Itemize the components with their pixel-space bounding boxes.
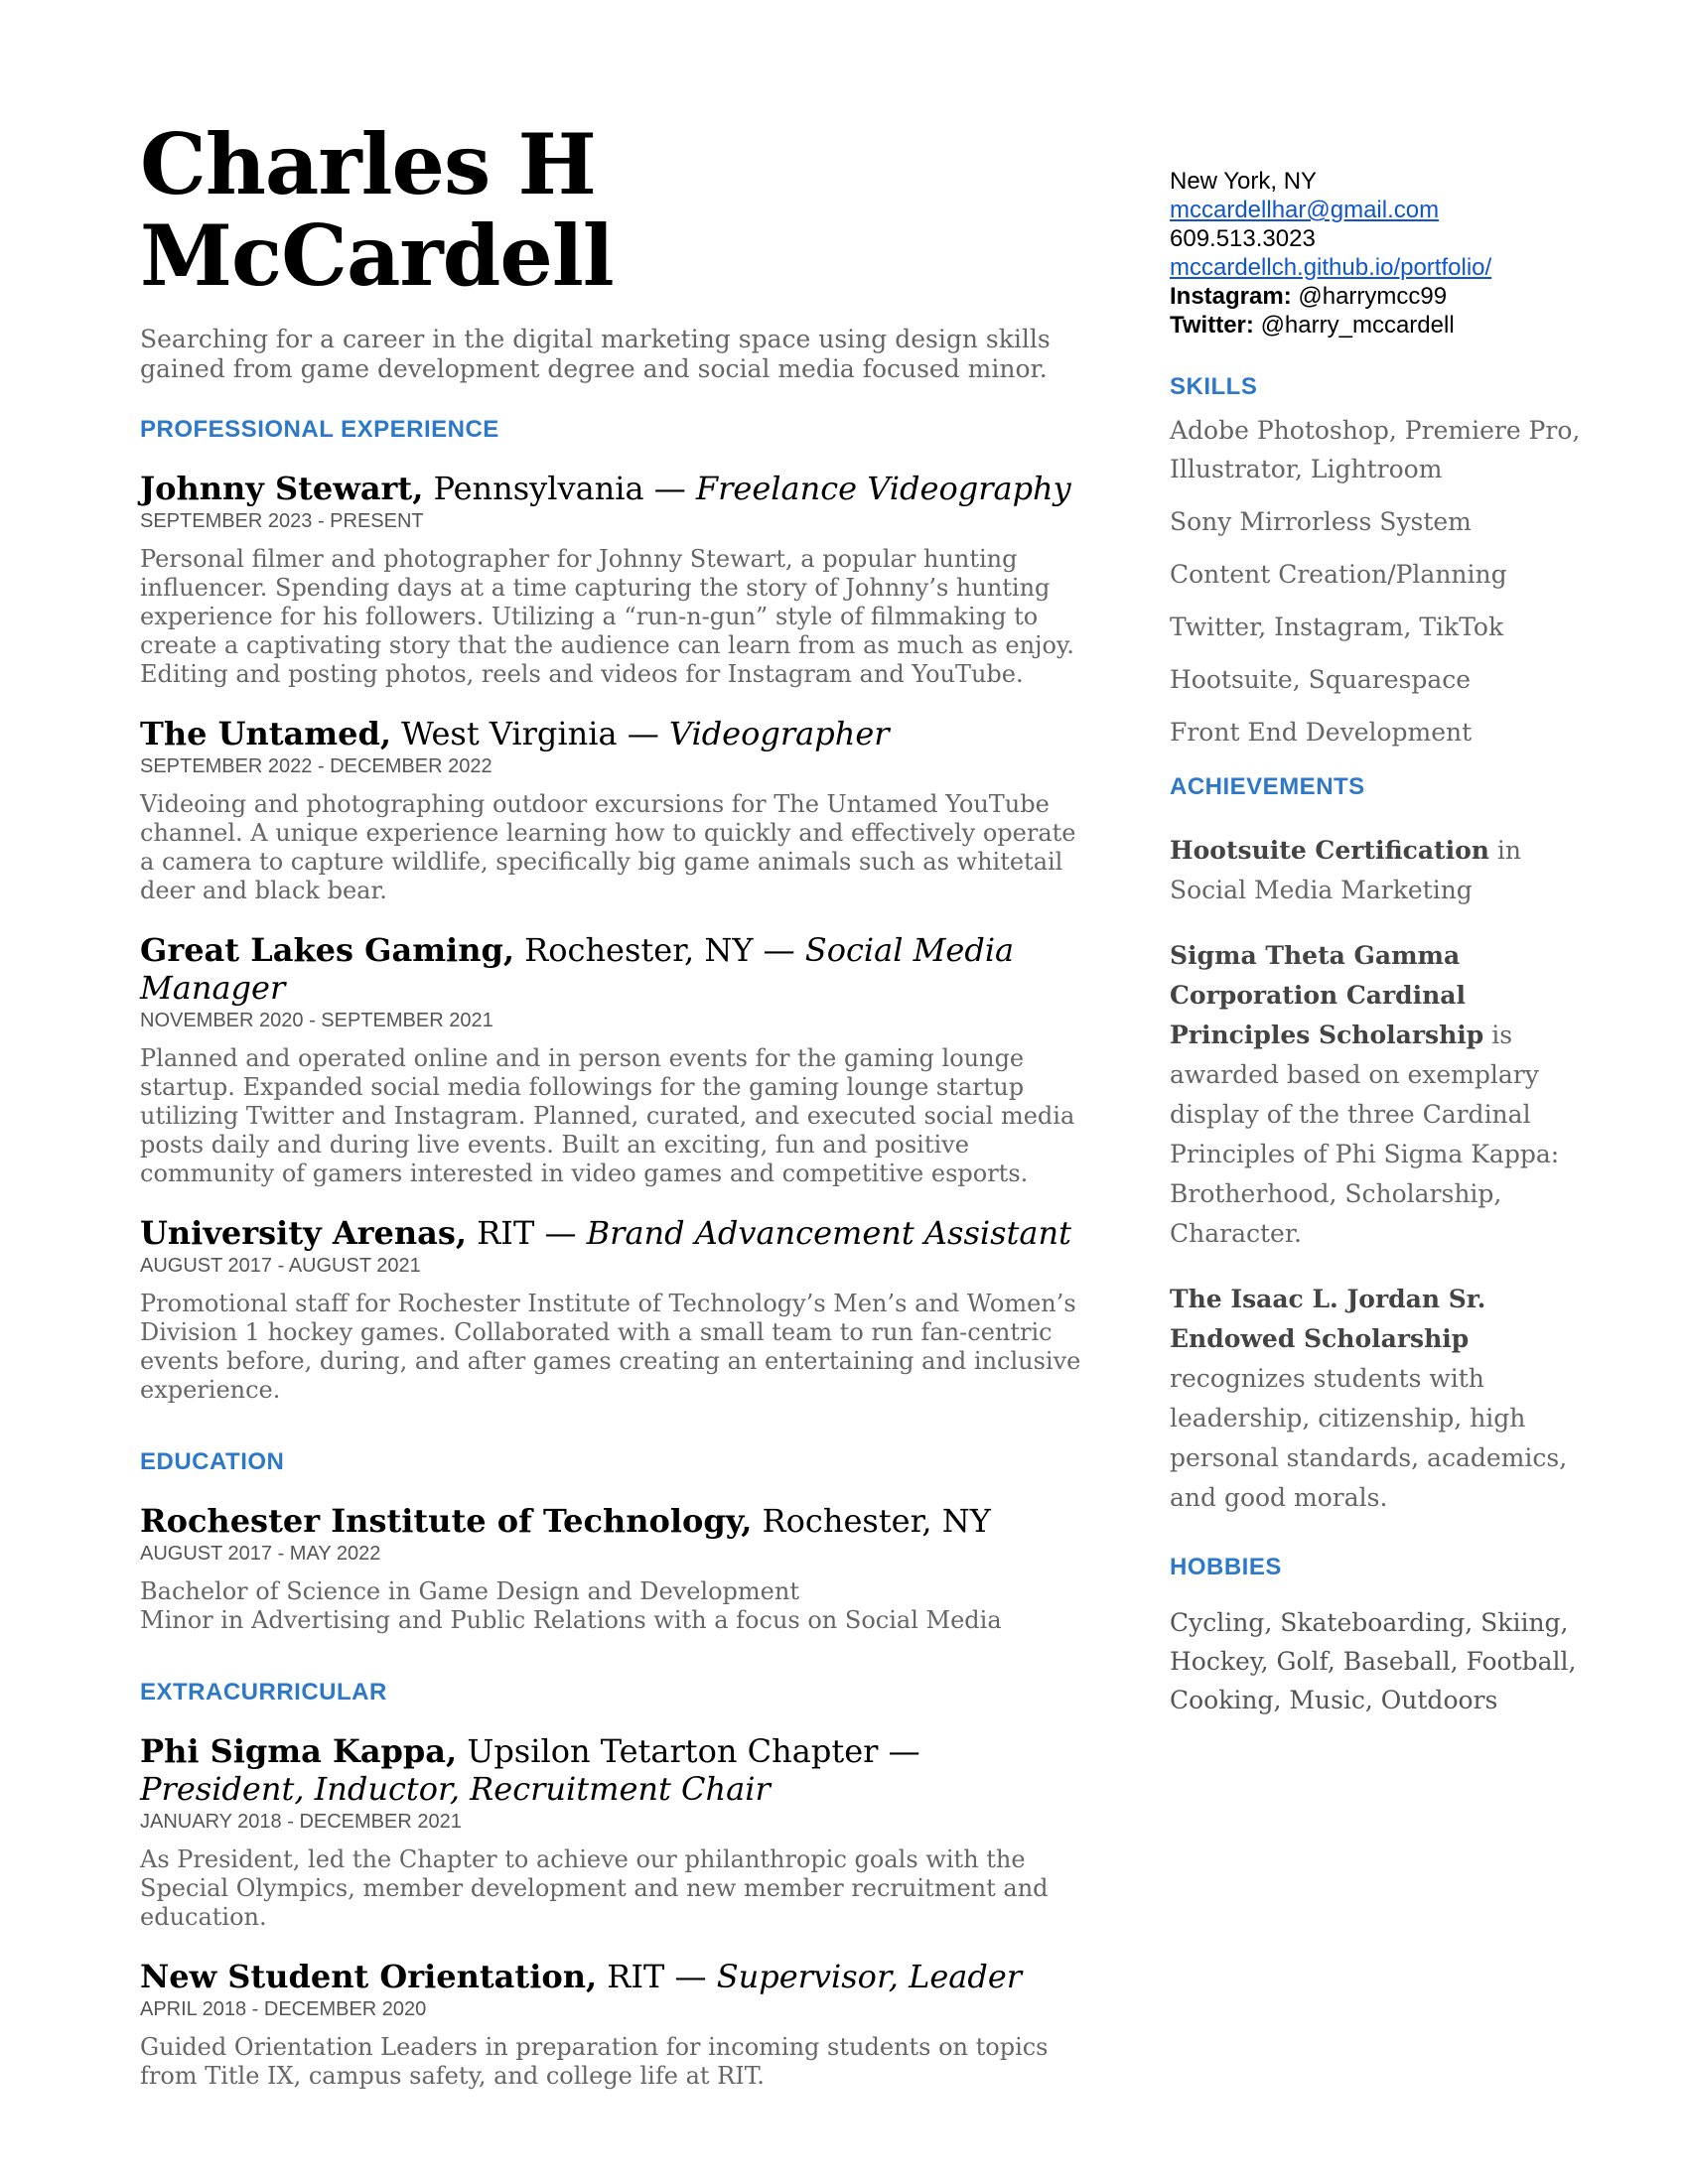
job-place: Pennsylvania — [423,469,696,507]
job-entry [140,931,1093,1188]
main-column [140,115,1093,2091]
extracurricular-org: Phi Sigma Kappa, [140,1731,458,1770]
job-role: Freelance Videography [695,469,1071,507]
job-date: SEPTEMBER 2022 - DECEMBER 2022 [140,754,492,777]
hobbies-text: Cycling, Skateboarding, Skiing, Hockey, Golf, Baseball, Football, Cooking, Music, Outdoors [1170,1608,1577,1714]
section-heading-education: EDUCATION [140,1447,285,1475]
twitter-label: Twitter: [1170,312,1254,339]
extracurricular-place: RIT — [597,1957,717,1995]
extracurricular-date: JANUARY 2018 - DECEMBER 2021 [140,1810,462,1833]
extracurricular-place: Upsilon Tetarton Chapter — [457,1731,920,1770]
achievement-item [1170,1280,1587,1518]
job-description: Planned and operated online and in person events for the gaming lounge startup. Expanded social media followings for the gaming lounge startup utilizing Twitter and Instagram. Planned, curated, and executed social media posts daily and during live events. Built an exciting, fun and positive community of gamers interested in video games and competitive esports. [140,1043,1075,1187]
twitter-handle: @harry_mccardell [1260,312,1455,339]
education-date: AUGUST 2017 - MAY 2022 [140,1542,381,1565]
section-heading-skills: SKILLS [1170,373,1258,400]
job-title [140,1214,1093,1252]
job-place: Rochester, NY — [513,930,805,969]
job-place: West Virginia — [391,714,669,752]
skills-list [1170,411,1587,751]
skill-item: Sony Mirrorless System [1170,507,1472,536]
minor-line: Minor in Advertising and Public Relations with a focus on Social Media [140,1605,1002,1634]
instagram-line [1170,282,1587,311]
candidate-name: Charles H McCardell [140,115,614,306]
extracurricular-entry [140,1732,1093,1932]
extracurricular-entry [140,1958,1093,2091]
achievement-text: in Social Media Marketing [1170,836,1521,904]
extracurricular-role: President, Inductor, Recruitment Chair [140,1769,771,1808]
twitter-line [1170,311,1587,340]
section-heading-extracurricular: EXTRACURRICULAR [140,1678,387,1706]
degree-line: Bachelor of Science in Game Design and Development [140,1576,799,1605]
section-heading-experience: PROFESSIONAL EXPERIENCE [140,415,499,443]
location: New York, NY [1170,168,1318,195]
job-title [140,470,1093,507]
job-role: Videographer [668,714,890,752]
job-description: Videoing and photographing outdoor excursions for The Untamed YouTube channel. A unique experience learning how to quickly and effectively operate a camera to capture wildlife, specifically big game animals such as whitetail deer and black bear. [140,789,1076,904]
job-date: NOVEMBER 2020 - SEPTEMBER 2021 [140,1009,493,1031]
section-heading-achievements: ACHIEVEMENTS [1170,773,1365,800]
skill-item: Content Creation/Planning [1170,560,1507,589]
job-org: University Arenas, [140,1213,468,1252]
skill-item: Front End Development [1170,718,1473,747]
job-entry [140,715,1093,905]
phone: 609.513.3023 [1170,225,1316,252]
job-date: AUGUST 2017 - AUGUST 2021 [140,1254,421,1277]
job-description: Promotional staff for Rochester Institute of Technology’s Men’s and Women’s Division 1 hockey games. Collaborated with a small team to run fan-centric events before, during, and after games creating an entertaining and inclusive experience. [140,1289,1081,1404]
job-org: The Untamed, [140,714,391,752]
achievement-title: Sigma Theta Gamma Corporation Cardinal Principles Scholarship [1170,941,1484,1049]
education-entry [140,1502,1093,1635]
achievement-title: The Isaac L. Jordan Sr. Endowed Scholarship [1170,1285,1486,1353]
skill-item: Adobe Photoshop, Premiere Pro, Illustrator, Lightroom [1170,416,1581,483]
job-org: Great Lakes Gaming, [140,930,514,969]
extracurricular-date: APRIL 2018 - DECEMBER 2020 [140,1997,427,2020]
extracurricular-org: New Student Orientation, [140,1957,598,1995]
skill-item: Twitter, Instagram, TikTok [1170,613,1504,641]
sidebar-column [1170,167,1587,1719]
extracurricular-title [140,1958,1093,1995]
job-entry [140,470,1093,689]
extracurricular-role: Supervisor, Leader [716,1957,1023,1995]
education-org: Rochester Institute of Technology, [140,1501,753,1540]
instagram-label: Instagram: [1170,283,1292,310]
job-role: Brand Advancement Assistant [586,1213,1071,1252]
achievement-title: Hootsuite Certification [1170,836,1489,865]
education-title [140,1502,1093,1540]
education-description [140,1577,1093,1635]
job-description: Personal filmer and photographer for Johnny Stewart, a popular hunting influencer. Spending days at a time capturing the story of Johnny’s hunting experience for his followers. Utilizing a “run-n-gun” style of filmmaking to create a captivating story that the audience can learn from as much as enjoy. Editing and posting photos, reels and videos for Instagram and YouTube. [140,544,1074,688]
achievement-item [1170,831,1587,910]
job-entry [140,1214,1093,1405]
achievements-list [1170,831,1587,1518]
achievement-text: is awarded based on exemplary display of the three Cardinal Principles of Phi Sigma Kappa: Brotherhood, Scholarship, Character. [1170,1021,1560,1248]
contact-block [1170,167,1587,340]
job-org: Johnny Stewart, [140,469,424,507]
section-heading-hobbies: HOBBIES [1170,1554,1282,1580]
skill-item: Hootsuite, Squarespace [1170,665,1472,694]
extracurricular-title [140,1732,1093,1808]
extracurricular-description: Guided Orientation Leaders in preparation for incoming students on topics from Title IX, campus safety, and college life at RIT. [140,2032,1049,2090]
job-title [140,931,1093,1007]
portfolio-link[interactable]: mccardellch.github.io/portfolio/ [1170,254,1492,281]
achievement-text: recognizes students with leadership, citizenship, high personal standards, academics, and good morals. [1170,1364,1568,1512]
summary: Searching for a career in the digital marketing space using design skills gained from game development degree and social media focused minor. [140,324,1051,383]
job-title [140,715,1093,752]
email-link[interactable]: mccardellhar@gmail.com [1170,197,1440,223]
instagram-handle: @harrymcc99 [1298,283,1448,310]
education-place: Rochester, NY [752,1501,991,1540]
job-role: Social Media Manager [140,930,1015,1007]
job-place: RIT — [467,1213,587,1252]
extracurricular-description: As President, led the Chapter to achieve our philanthropic goals with the Special Olympics, member development and new member recruitment and education. [140,1844,1049,1931]
achievement-item [1170,936,1587,1254]
job-date: SEPTEMBER 2023 - PRESENT [140,509,424,532]
